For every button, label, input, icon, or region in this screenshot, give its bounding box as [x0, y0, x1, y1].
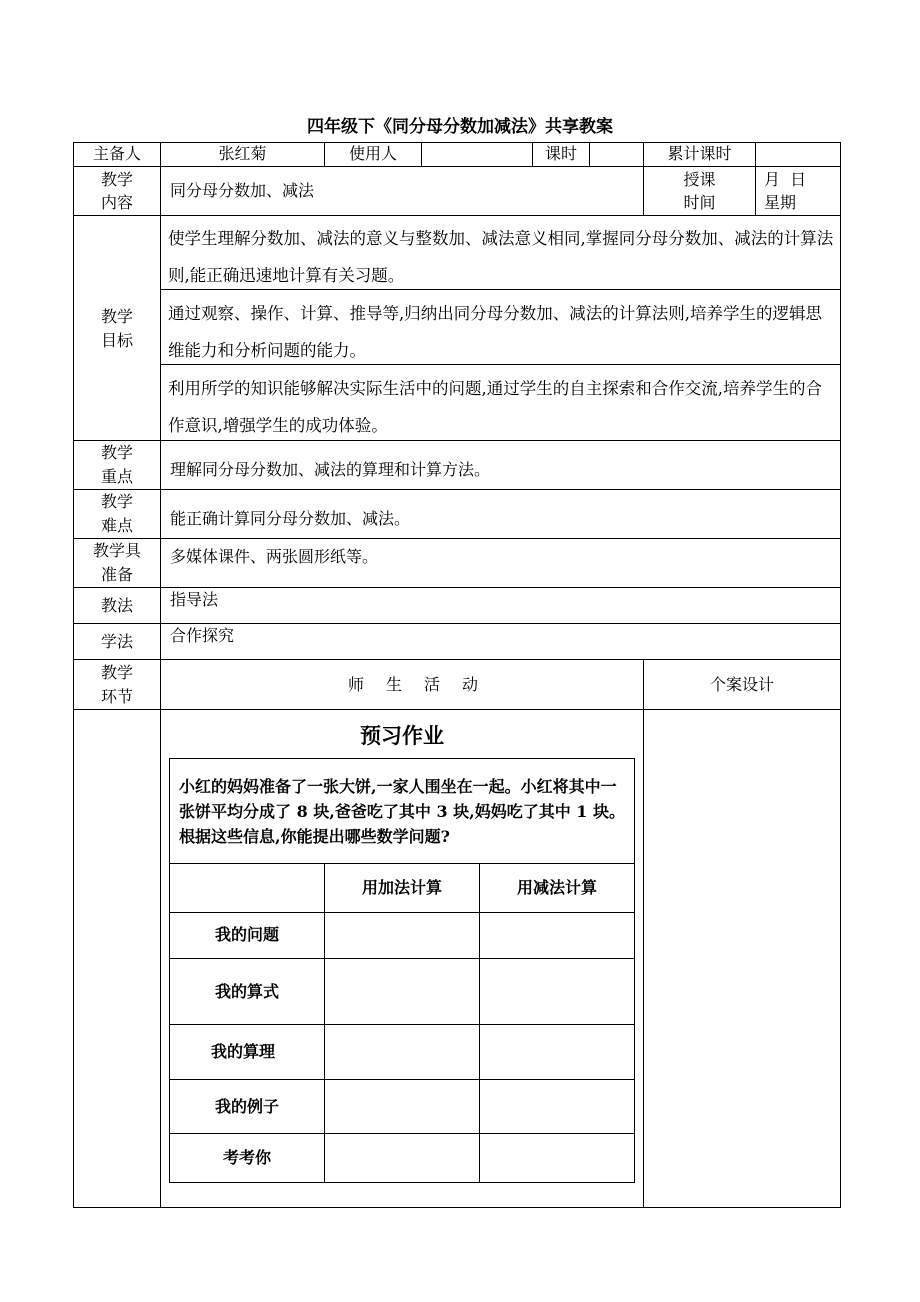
content-label-1: 教学	[100, 170, 133, 189]
difficulty-value: 能正确计算同分母分数加、减法。	[170, 509, 411, 528]
time-label-1: 授课	[683, 170, 716, 189]
tools-label-1: 教学具	[92, 541, 141, 560]
preview-question: 小红的妈妈准备了一张大饼,一家人围坐在一起。小红将其中一张饼平均分成了 8 块,爸爸吃了其中 3 块,妈妈吃了其中 1 块。根据这些信息,你能提出哪些数学问题?	[179, 777, 626, 846]
key-point-value: 理解同分母分数加、减法的算理和计算方法。	[170, 460, 491, 479]
teaching-method-label: 教法	[100, 596, 133, 615]
learning-method-value: 合作探究	[170, 626, 235, 645]
key-point-label-2: 重点	[100, 467, 133, 486]
date-weekday: 星期	[764, 193, 797, 212]
preview-row-formula: 我的算式	[214, 982, 279, 1001]
difficulty-label-2: 难点	[100, 516, 133, 535]
design-header: 个案设计	[709, 675, 774, 694]
goal-item-1: 使学生理解分数加、减法的意义与整数加、减法意义相同,掌握同分母分数加、减法的计算法则,能正确迅速地计算有关习题。	[168, 229, 834, 285]
goal-item-3: 利用所学的知识能够解决实际生活中的问题,通过学生的自主探索和合作交流,培养学生的合作意识,增强学生的成功体验。	[168, 379, 822, 435]
lesson-label: 课时	[544, 144, 577, 163]
preview-row-example: 我的例子	[214, 1097, 279, 1116]
teaching-method-value: 指导法	[170, 590, 219, 609]
user-label: 使用人	[348, 144, 397, 163]
preview-row-question: 我的问题	[214, 925, 279, 944]
page-title: 四年级下《同分母分数加减法》共享教案	[307, 117, 613, 137]
learning-method-label: 学法	[100, 632, 133, 651]
difficulty-label-1: 教学	[100, 492, 133, 511]
preview-row-reasoning: 我的算理	[210, 1042, 275, 1061]
date-month-day: 月 日	[764, 170, 807, 189]
content-label-2: 内容	[100, 193, 133, 212]
tools-value: 多媒体课件、两张圆形纸等。	[170, 547, 379, 566]
main-preparer-label: 主备人	[92, 144, 141, 163]
preview-col-header-subtract: 用减法计算	[516, 878, 597, 897]
process-label-2: 环节	[100, 687, 133, 706]
content-value: 同分母分数加、减法	[170, 181, 315, 200]
process-label-1: 教学	[100, 663, 133, 682]
goals-label-1: 教学	[100, 307, 133, 326]
time-label-2: 时间	[683, 193, 716, 212]
key-point-label-1: 教学	[100, 443, 133, 462]
goal-item-2: 通过观察、操作、计算、推导等,归纳出同分母分数加、减法的计算法则,培养学生的逻辑思维能力和分析问题的能力。	[168, 304, 822, 360]
preview-title: 预习作业	[360, 724, 444, 748]
preview-col-header-add: 用加法计算	[361, 878, 442, 897]
main-preparer-value: 张红菊	[218, 144, 267, 163]
preview-row-test: 考考你	[222, 1148, 271, 1167]
tools-label-2: 准备	[100, 565, 133, 584]
activity-header: 师生活动	[347, 675, 500, 694]
cumulative-label: 累计课时	[667, 144, 732, 163]
goals-label-2: 目标	[100, 331, 133, 350]
